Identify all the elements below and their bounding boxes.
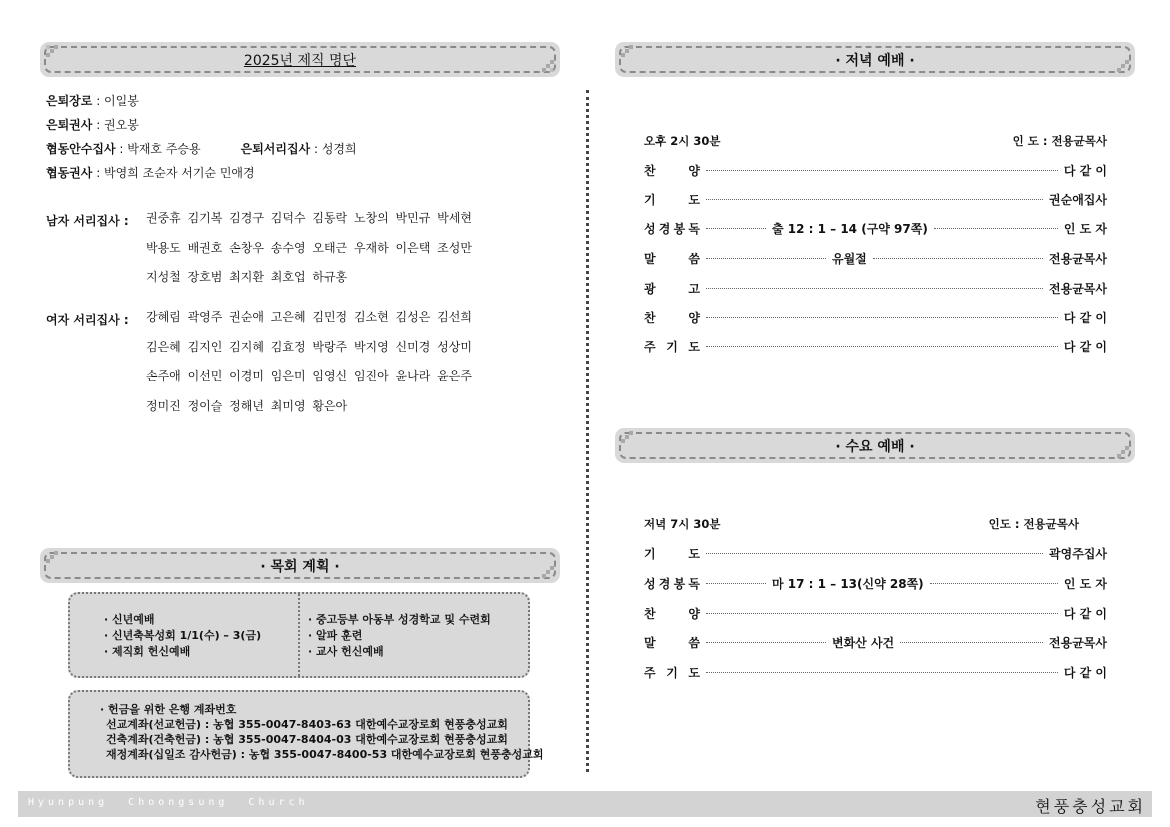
order-row: 말 씀 변화산 사건 전용균목사 xyxy=(644,636,1107,650)
evening-title-bar xyxy=(615,42,1135,77)
evening-header: 오후 2시 30분 인 도 : 전용균목사 xyxy=(644,134,1107,148)
order-row: 찬 양 다 같 이 xyxy=(644,311,1107,325)
order-row: 광 고 전용균목사 xyxy=(644,282,1107,296)
corner-pattern-icon xyxy=(540,60,554,74)
order-row: 기 도 권순애집사 xyxy=(644,193,1107,207)
corner-pattern-icon xyxy=(46,45,60,59)
order-row: 찬 양 다 같 이 xyxy=(644,164,1107,178)
order-row: 기 도 곽영주집사 xyxy=(644,547,1107,561)
plan-box: · 신년예배 · 신년축복성회 1/1(수) – 3(금) · 제직회 헌신예배 · 중고등부 아동부 성경학교 및 수련회 · 알파 훈련 · 교사 헌신예배 xyxy=(68,592,530,678)
footer-korean: 현풍충성교회 xyxy=(1035,797,1146,816)
retired-kwonsa-line: 은퇴권사 : 권오봉 xyxy=(46,118,139,132)
order-row: 주 기 도 다 같 이 xyxy=(644,340,1107,354)
page-divider xyxy=(586,90,589,772)
footer xyxy=(18,791,1152,817)
wednesday-title: · 수요 예배 · xyxy=(835,438,915,455)
assoc-deacon-line: 협동안수집사 : 박재호 주승용 은퇴서리집사 : 성경희 xyxy=(46,142,357,156)
corner-pattern-icon xyxy=(46,551,60,565)
roster-title: 2025년 제직 명단 xyxy=(243,52,357,69)
corner-pattern-icon xyxy=(1115,446,1129,460)
wednesday-header: 저녁 7시 30분 인도 : 전용균목사 xyxy=(644,517,1079,531)
order-row: 주 기 도 다 같 이 xyxy=(644,666,1107,680)
female-deacons: 여자 서리집사 : 강혜림 곽영주 권순애 고은혜 김민정 김소현 김성은 김선희 김은혜 김지인 김지혜 김효정 박랑주 박지영 신미경 성상미 손주애 이선민 이경미 임은미 임영신 임진아 윤나라 윤은주 정미진 정이슬 정해년 최미영 황은아 xyxy=(46,310,472,413)
plan-title: · 목회 계획 · xyxy=(260,558,340,575)
order-row: 말 씀 유월절 전용균목사 xyxy=(644,252,1107,266)
corner-pattern-icon xyxy=(540,566,554,580)
bank-accounts-box: · 헌금을 위한 은행 계좌번호 선교계좌(선교헌금) : 농협 355-0047-8403-63 대한예수교장로회 현풍충성교회 건축계좌(건축헌금) : 농협 355-0047-8404-03 대한예수교장로회 현풍충성교회 재정계좌(십일조 감사헌금) : 농협 355-0047-8400-53 대한예수교장로회 현풍충성교회 xyxy=(68,690,530,778)
plan-title-bar xyxy=(40,548,560,583)
evening-title: · 저녁 예배 · xyxy=(835,52,915,69)
retired-elder-line: 은퇴장로 : 이일봉 xyxy=(46,94,139,108)
order-row: 찬 양 다 같 이 xyxy=(644,607,1107,621)
order-row: 성 경 봉 독 마 17 : 1 – 13(신약 28쪽) 인 도 자 xyxy=(644,577,1107,591)
corner-pattern-icon xyxy=(621,45,635,59)
roster-title-bar xyxy=(40,42,560,77)
wednesday-title-bar xyxy=(615,428,1135,463)
corner-pattern-icon xyxy=(1115,60,1129,74)
order-row: 성 경 봉 독 출 12 : 1 – 14 (구약 97쪽) 인 도 자 xyxy=(644,222,1107,236)
assoc-kwonsa-line: 협동권사 : 박영희 조순자 서기순 민애경 xyxy=(46,166,255,180)
corner-pattern-icon xyxy=(621,431,635,445)
footer-english: Hyunpung Choongsung Church xyxy=(28,797,309,808)
male-deacons: 남자 서리집사 : 권중휴 김기복 김경구 김덕수 김동락 노창의 박민규 박세현 박용도 배권호 손창우 송수영 오태근 우재하 이은택 조성만 지성철 장호범 최지환 최호업 하규홍 xyxy=(46,211,472,284)
